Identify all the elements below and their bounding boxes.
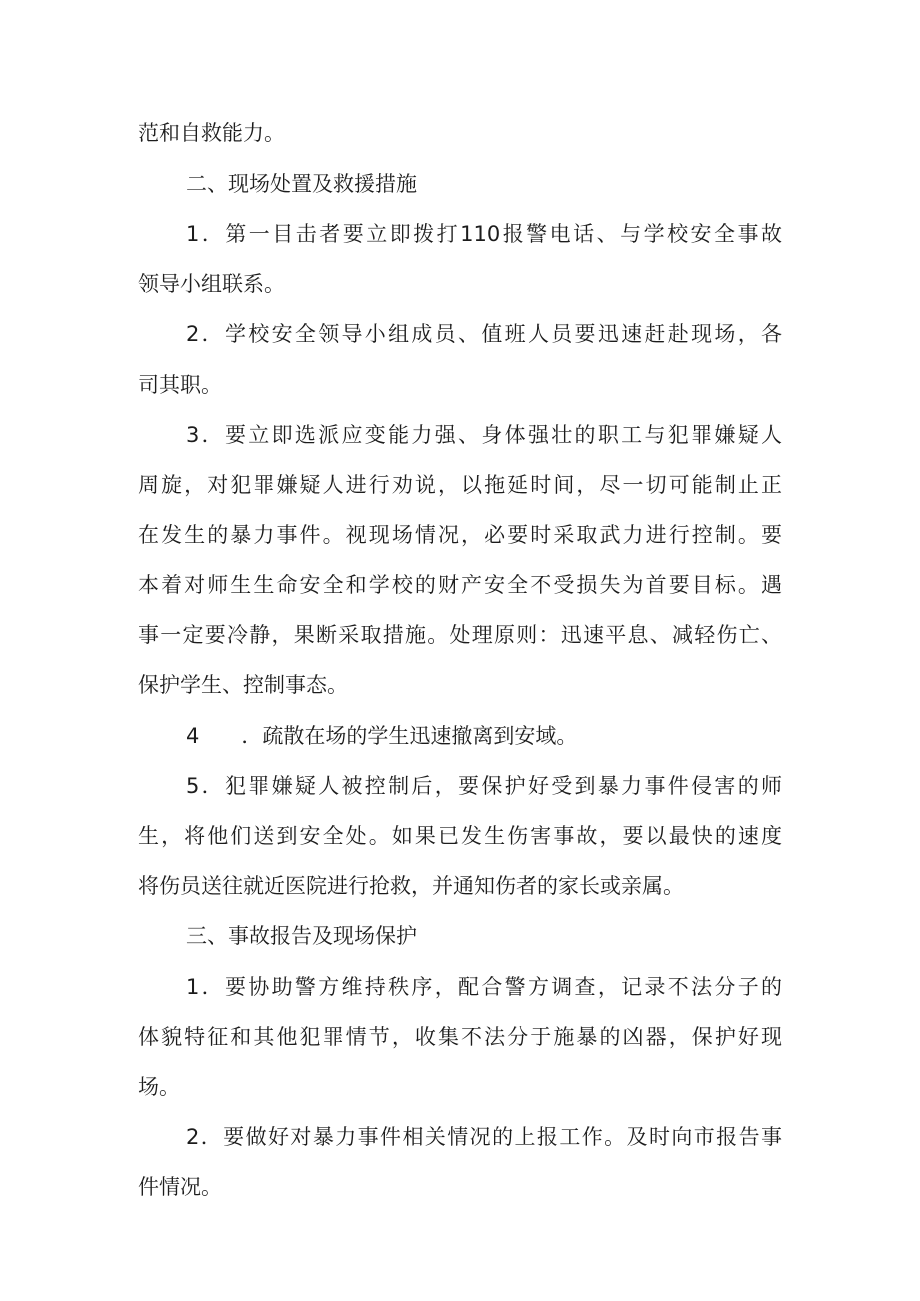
paragraph-line: 生，将他们送到安全处。如果已发生伤害事故，要以最快的速度 <box>138 824 782 848</box>
paragraph-line: 事一定要冷静，果断采取措施。处理原则：迅速平息、减轻伤亡、 <box>138 623 782 647</box>
paragraph-line: 领导小组联系。 <box>138 272 285 296</box>
paragraph-line: 在发生的暴力事件。视现场情况，必要时采取武力进行控制。要 <box>138 523 782 547</box>
paragraph-line: 保护学生、控制事态。 <box>138 673 348 697</box>
section-heading: 二、现场处置及救援措施 <box>186 172 417 196</box>
paragraph-line: 2．要做好对暴力事件相关情况的上报工作。及时向市报告事 <box>186 1125 782 1149</box>
section-heading: 三、事故报告及现场保护 <box>186 924 417 948</box>
paragraph-line: 2．学校安全领导小组成员、值班人员要迅速赶赴现场，各 <box>186 322 782 346</box>
paragraph-line: 司其职。 <box>138 373 222 397</box>
paragraph-line: 4 ．疏散在场的学生迅速撤离到安域。 <box>186 724 578 748</box>
paragraph-line: 场。 <box>138 1075 180 1099</box>
paragraph-line: 5．犯罪嫌疑人被控制后，要保护好受到暴力事件侵害的师 <box>186 774 782 798</box>
paragraph-line: 件情况。 <box>138 1175 222 1199</box>
paragraph-line: 体貌特征和其他犯罪情节，收集不法分于施暴的凶器，保护好现 <box>138 1025 782 1049</box>
paragraph-line: 1．要协助警方维持秩序，配合警方调查，记录不法分子的 <box>186 975 782 999</box>
paragraph-line: 3．要立即选派应变能力强、身体强壮的职工与犯罪嫌疑人 <box>186 423 782 447</box>
paragraph-line: 范和自救能力。 <box>138 121 285 145</box>
paragraph-line: 1．第一目击者要立即拨打110报警电话、与学校安全事故 <box>186 222 782 246</box>
paragraph-line: 周旋，对犯罪嫌疑人进行劝说，以拖延时间，尽一切可能制止正 <box>138 473 782 497</box>
paragraph-line: 本着对师生生命安全和学校的财产安全不受损失为首要目标。遇 <box>138 573 782 597</box>
paragraph-line: 将伤员送往就近医院进行抢救，并通知伤者的家长或亲属。 <box>138 874 684 898</box>
